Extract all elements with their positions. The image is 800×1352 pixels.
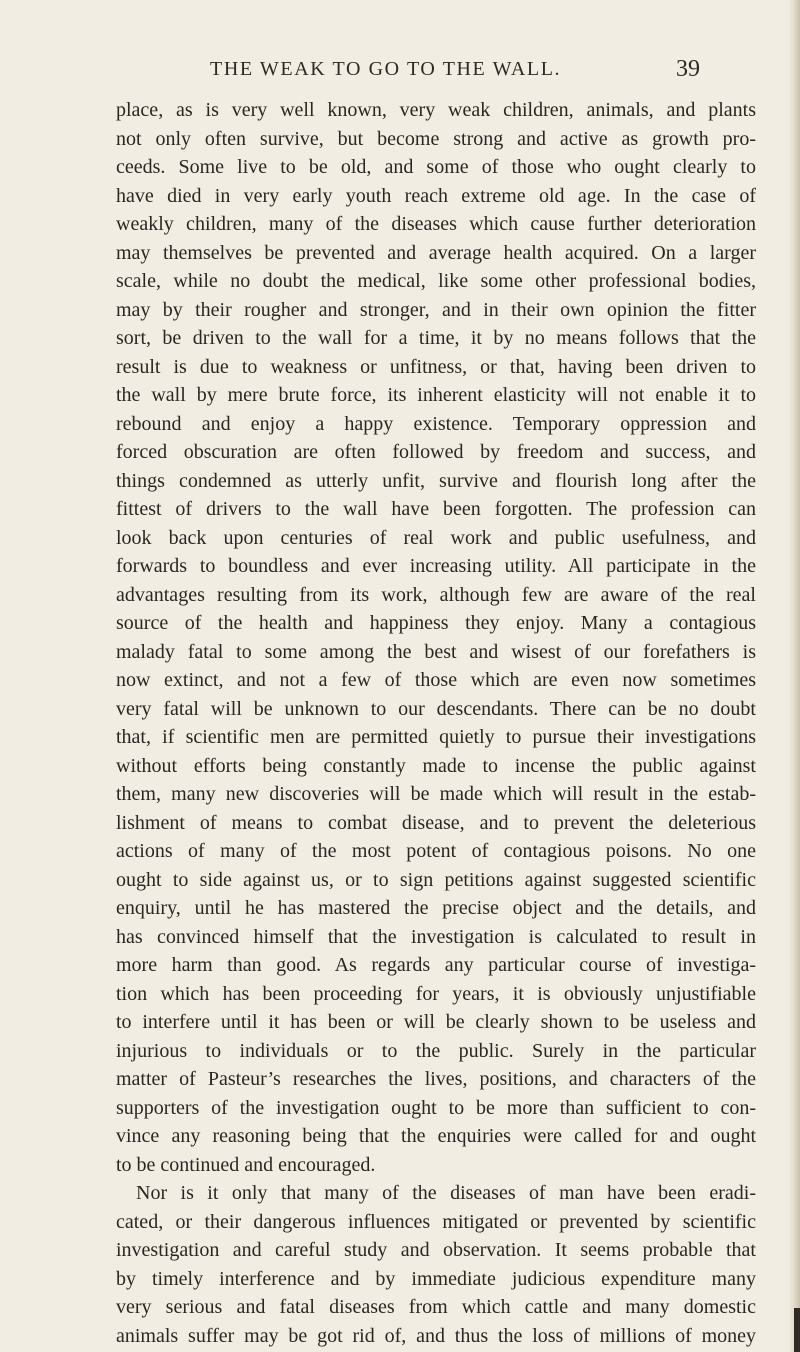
text-line: vince any reasoning being that the enquiries were called for and ought <box>116 1125 756 1147</box>
text-line: look back upon centuries of real work and public usefulness, and <box>116 526 756 549</box>
text-line: very fatal will be unknown to our descendants. There can be no doubt <box>116 697 756 720</box>
text-line: fittest of drivers to the wall have been forgotten. The profession can <box>116 498 756 520</box>
text-line: source of the health and happiness they enjoy. Many a contagious <box>116 612 756 634</box>
paragraph-last-line: to be continued and encouraged. <box>116 1153 376 1176</box>
text-line: sort, be driven to the wall for a time, it by no means follows that the <box>116 327 756 349</box>
text-line: forced obscuration are often followed by freedom and success, and <box>116 441 756 463</box>
text-line: now extinct, and not a few of those which are even now sometimes <box>116 669 756 691</box>
text-line: forwards to boundless and ever increasing utility. All participate in the <box>116 555 756 577</box>
text-line: enquiry, until he has mastered the precise object and the details, and <box>116 897 756 919</box>
text-line: may themselves be prevented and average health acquired. On a larger <box>116 241 756 264</box>
text-line: weakly children, many of the diseases which cause further deterioration <box>116 213 756 235</box>
text-line: tion which has been proceeding for years, it is obviously unjustifiable <box>116 982 756 1005</box>
text-line: investigation and careful study and observation. It seems probable that <box>116 1239 756 1261</box>
page-number: 39 <box>676 56 700 82</box>
text-line: lishment of means to combat disease, and to prevent the deleterious <box>116 811 756 834</box>
text-line: by timely interference and by immediate judicious expenditure many <box>116 1267 756 1290</box>
text-line: rebound and enjoy a happy existence. Temporary oppression and <box>116 412 756 435</box>
text-line: ceeds. Some live to be old, and some of those who ought clearly to <box>116 156 756 178</box>
text-line: things condemned as utterly unfit, survive and flourish long after the <box>116 469 756 492</box>
text-line: scale, while no doubt the medical, like some other professional bodies, <box>116 270 756 292</box>
text-line: result is due to weakness or unfitness, or that, having been driven to <box>116 355 756 378</box>
paragraph-first-line: Nor is it only that many of the diseases of man have been eradi- <box>136 1182 756 1204</box>
text-line: actions of many of the most potent of contagious poisons. No one <box>116 840 756 862</box>
body-text <box>116 96 756 1350</box>
text-line: have died in very early youth reach extreme old age. In the case of <box>116 184 756 207</box>
text-line: malady fatal to some among the best and wisest of our forefathers is <box>116 640 756 663</box>
text-line: supporters of the investigation ought to be more than sufficient to con- <box>116 1096 756 1119</box>
running-head: THE WEAK TO GO TO THE WALL. <box>210 58 562 80</box>
text-line: may by their rougher and stronger, and in their own opinion the fitter <box>116 298 756 321</box>
page-right-edge <box>788 0 800 1352</box>
text-line: very serious and fatal diseases from which cattle and many domestic <box>116 1296 756 1318</box>
text-line: ought to side against us, or to sign petitions against suggested scientific <box>116 868 756 891</box>
text-line: that, if scientific men are permitted quietly to pursue their investigations <box>116 726 756 748</box>
text-line: more harm than good. As regards any particular course of investiga- <box>116 954 756 976</box>
text-line: animals suffer may be got rid of, and thus the loss of millions of money <box>116 1324 756 1347</box>
text-line: advantages resulting from its work, although few are aware of the real <box>116 583 756 606</box>
text-line: not only often survive, but become strong and active as growth pro- <box>116 127 756 150</box>
text-line: matter of Pasteur’s researches the lives, positions, and characters of the <box>116 1068 756 1090</box>
text-line: the wall by mere brute force, its inherent elasticity will not enable it to <box>116 384 756 406</box>
text-line: cated, or their dangerous influences mitigated or prevented by scientific <box>116 1210 756 1233</box>
text-line: place, as is very well known, very weak children, animals, and plants <box>116 99 756 121</box>
binding-edge-mark <box>794 1308 800 1352</box>
text-line: has convinced himself that the investigation is calculated to result in <box>116 925 756 948</box>
text-line: injurious to individuals or to the public. Surely in the particular <box>116 1039 756 1062</box>
text-line: to interfere until it has been or will be clearly shown to be useless and <box>116 1011 756 1033</box>
text-line: without efforts being constantly made to incense the public against <box>116 754 756 777</box>
text-line: them, many new discoveries will be made which will result in the estab- <box>116 783 756 805</box>
